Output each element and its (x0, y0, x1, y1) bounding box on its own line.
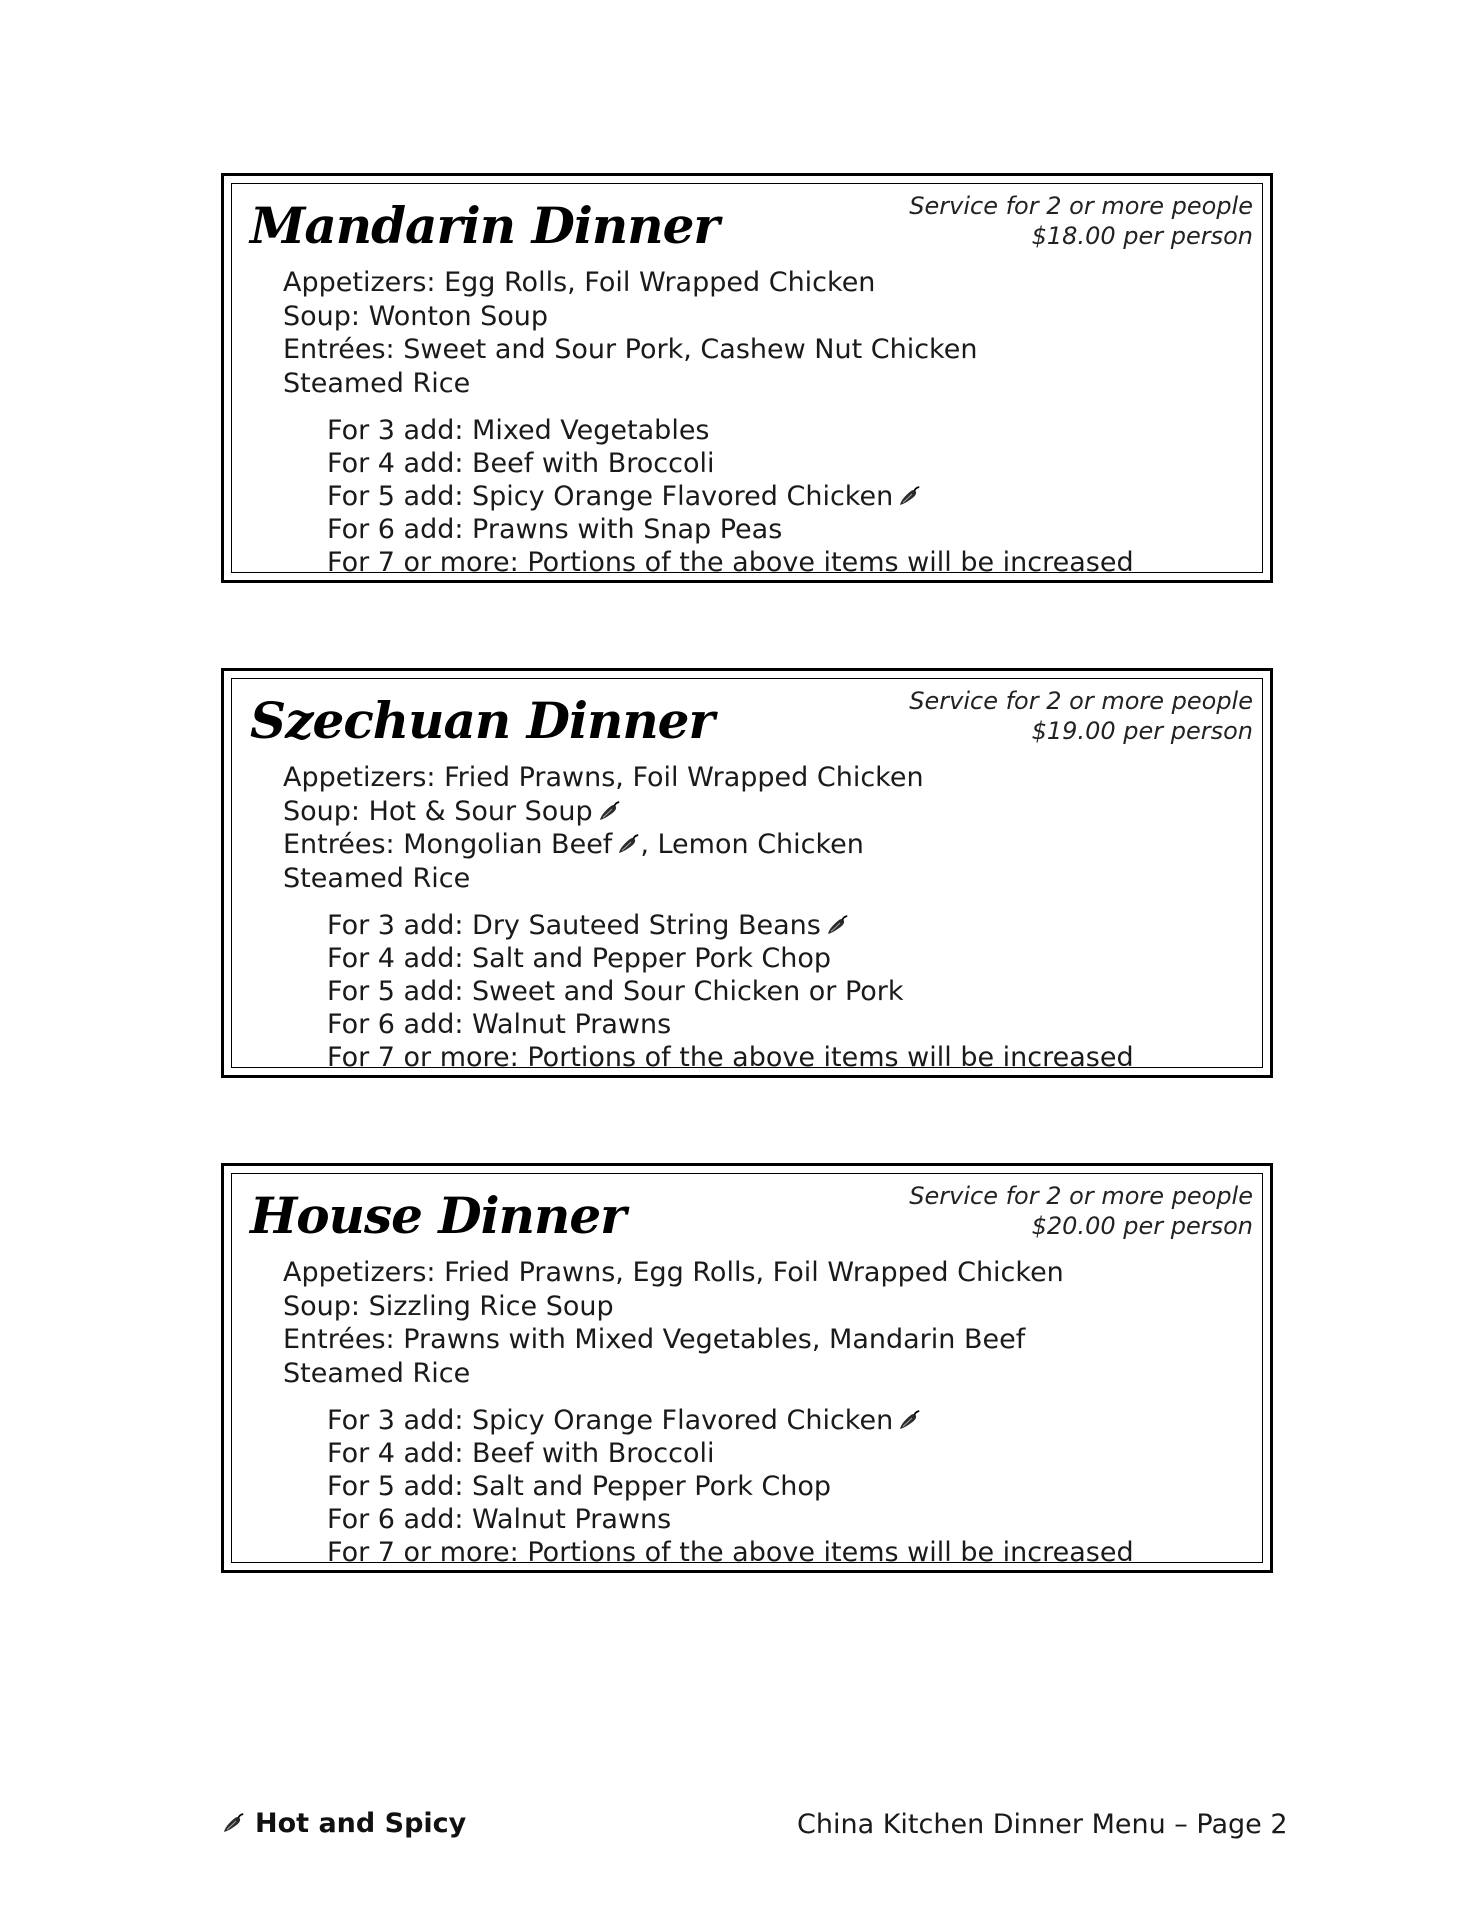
add-line-4: For 4 add: Salt and Pepper Pork Chop (327, 943, 832, 974)
soup-line-text: Soup: Hot & Sour Soup (283, 795, 593, 827)
entrees-line: Entrées: Sweet and Sour Pork, Cashew Nut Chicken (283, 334, 978, 365)
rice-line: Steamed Rice (283, 862, 471, 894)
rice-line: Steamed Rice (283, 367, 471, 399)
menu-box-inner-border (231, 678, 1263, 1073)
service-text: Service for 2 or more people (909, 1182, 1253, 1210)
soup-line (283, 795, 924, 829)
rice-line: Steamed Rice (283, 1357, 471, 1389)
chili-pepper-icon (825, 913, 849, 937)
add-line-7: For 7 or more: Portions of the above items will be increased (327, 1537, 1134, 1568)
service-text: Service for 2 or more people (909, 192, 1253, 220)
service-text: Service for 2 or more people (909, 687, 1253, 715)
appetizers-line: Appetizers: Fried Prawns, Foil Wrapped Chicken (283, 762, 924, 793)
menu-box-house (221, 1163, 1273, 1573)
page-footer: China Kitchen Dinner Menu – Page 2 (797, 1809, 1288, 1840)
chili-pepper-icon (897, 1408, 921, 1432)
add-line-5: For 5 add: Salt and Pepper Pork Chop (327, 1471, 832, 1502)
chili-pepper-icon (221, 1811, 245, 1835)
soup-line: Soup: Sizzling Rice Soup (283, 1290, 614, 1322)
menu-title: House Dinner (250, 1186, 626, 1245)
entrees-line-text-b: , Lemon Chicken (640, 829, 864, 860)
entrees-line: Entrées: Prawns with Mixed Vegetables, Mandarin Beef (283, 1324, 1026, 1355)
add-line-3-text: For 3 add: Dry Sauteed String Beans (327, 910, 821, 941)
entrees-line (283, 828, 924, 862)
price-text: $19.00 per person (1031, 717, 1253, 745)
chili-pepper-icon (597, 799, 621, 823)
add-line-6: For 6 add: Walnut Prawns (327, 1504, 672, 1535)
add-line-3 (327, 1404, 1134, 1437)
menu-title: Mandarin Dinner (250, 196, 719, 255)
add-line-6: For 6 add: Walnut Prawns (327, 1009, 672, 1040)
menu-title: Szechuan Dinner (250, 691, 714, 750)
price-text: $20.00 per person (1031, 1212, 1253, 1240)
add-line-4: For 4 add: Beef with Broccoli (327, 448, 715, 479)
service-info (909, 191, 1253, 251)
appetizers-line: Appetizers: Egg Rolls, Foil Wrapped Chicken (283, 267, 876, 298)
add-line-4: For 4 add: Beef with Broccoli (327, 1438, 715, 1469)
menu-box-mandarin (221, 173, 1273, 583)
add-line-3-text: For 3 add: Spicy Orange Flavored Chicken (327, 1405, 894, 1436)
add-line-3 (327, 909, 1134, 942)
service-info (909, 686, 1253, 746)
add-on-list (327, 1404, 1134, 1569)
spicy-legend (221, 1808, 466, 1839)
menu-box-szechuan (221, 668, 1273, 1078)
chili-pepper-icon (897, 484, 921, 508)
add-line-5-text: For 5 add: Spicy Orange Flavored Chicken (327, 481, 894, 512)
add-on-list (327, 909, 1134, 1074)
add-line-6: For 6 add: Prawns with Snap Peas (327, 514, 783, 545)
add-line-5: For 5 add: Sweet and Sour Chicken or Pork (327, 976, 904, 1007)
service-info (909, 1181, 1253, 1241)
chili-pepper-icon (616, 832, 640, 856)
soup-line: Soup: Wonton Soup (283, 300, 549, 332)
add-line-7: For 7 or more: Portions of the above items will be increased (327, 547, 1134, 578)
menu-box-inner-border (231, 183, 1263, 578)
course-list (283, 1256, 1064, 1390)
add-on-list (327, 414, 1134, 579)
appetizers-line: Appetizers: Fried Prawns, Egg Rolls, Foil Wrapped Chicken (283, 1257, 1064, 1288)
add-line-5 (327, 480, 1134, 513)
add-line-7: For 7 or more: Portions of the above items will be increased (327, 1042, 1134, 1073)
menu-box-inner-border (231, 1173, 1263, 1568)
spicy-legend-label: Hot and Spicy (255, 1808, 467, 1839)
price-text: $18.00 per person (1031, 222, 1253, 250)
add-line-3: For 3 add: Mixed Vegetables (327, 415, 710, 446)
course-list (283, 266, 977, 400)
entrees-line-text-a: Entrées: Mongolian Beef (283, 829, 613, 860)
course-list (283, 761, 924, 895)
